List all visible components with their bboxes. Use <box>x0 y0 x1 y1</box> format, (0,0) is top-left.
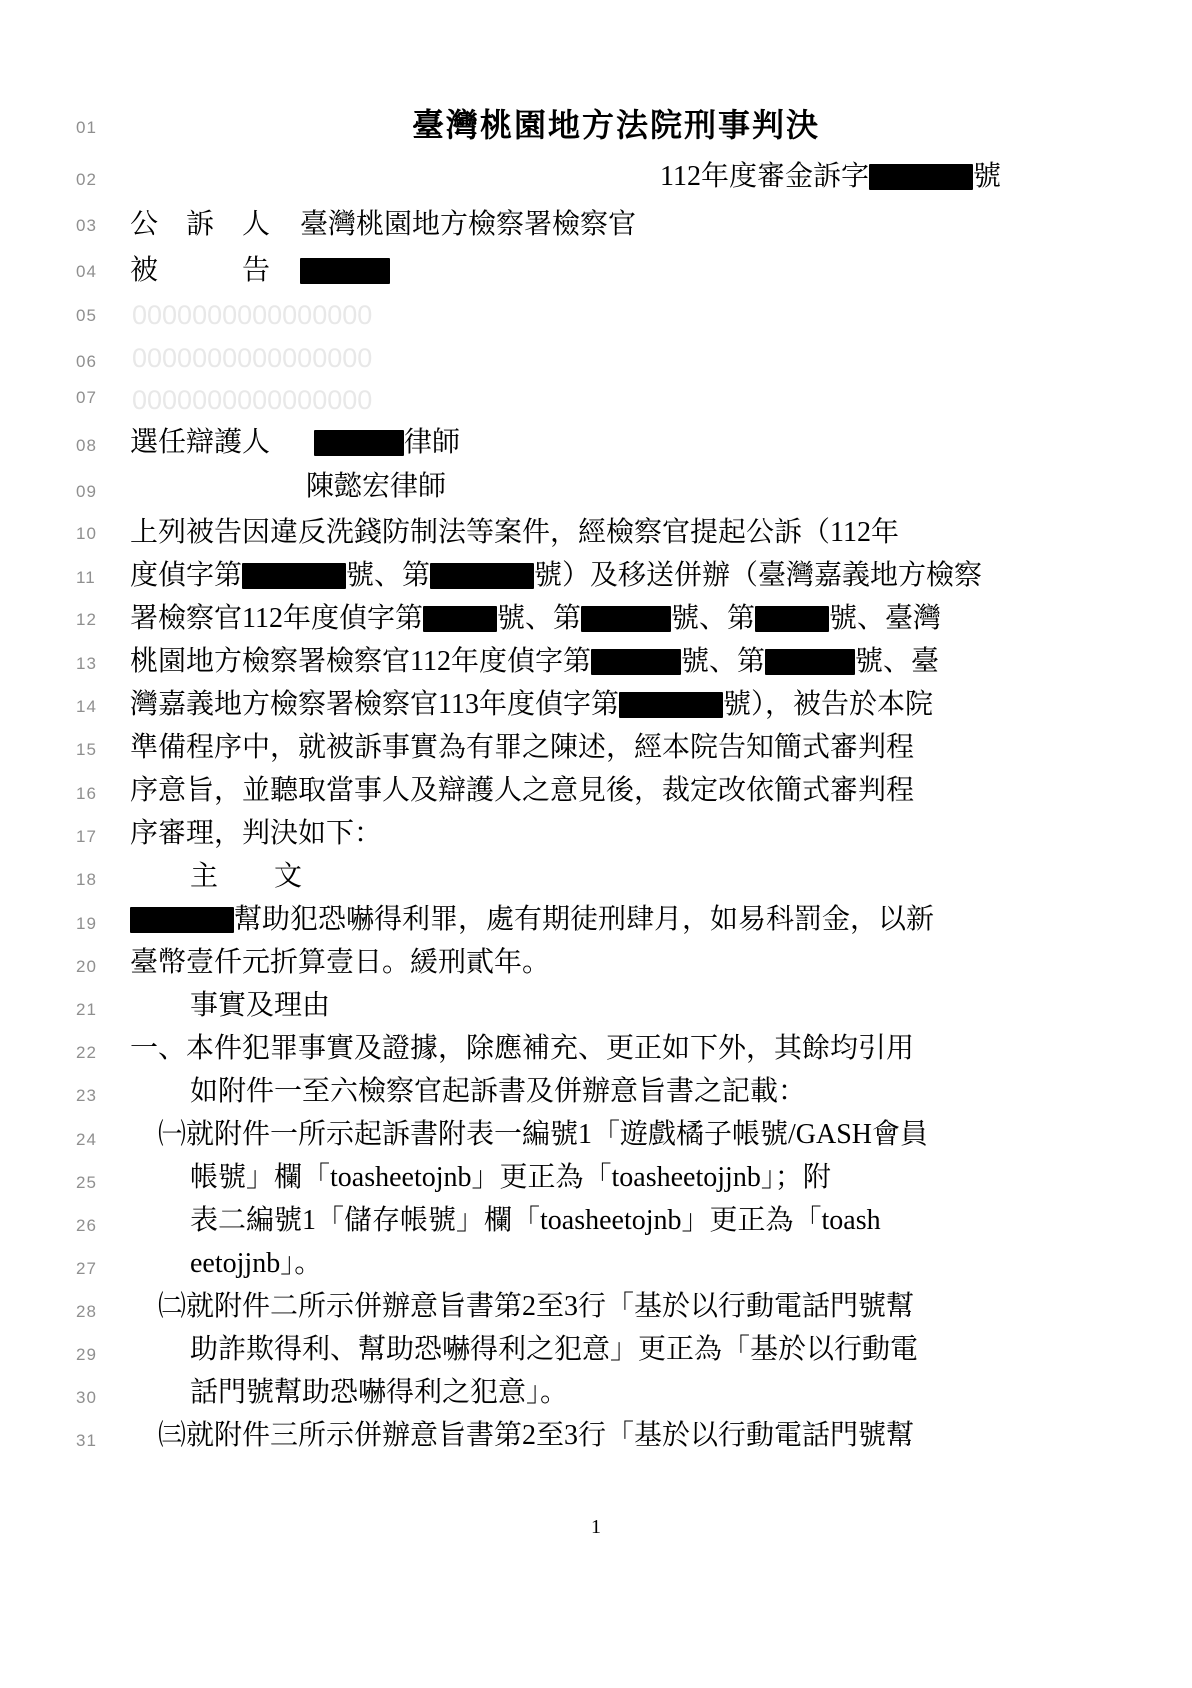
body-text: 號、第 <box>670 603 755 634</box>
body-text: 度偵字第 <box>130 560 243 591</box>
body-line-22 <box>130 1034 980 1064</box>
line-number: 07 <box>76 388 97 407</box>
body-text: 號、第 <box>496 603 581 634</box>
body-line-19 <box>130 905 980 935</box>
body-text: 桃園地方檢察署檢察官112年度偵字第 <box>130 646 591 677</box>
redaction-block <box>765 649 855 675</box>
body-line-23 <box>190 1077 1040 1107</box>
body-text: 序意旨，並聽取當事人及辯護人之意見後，裁定改依簡式審判程 <box>130 775 915 806</box>
party-row-defense-counsel <box>130 428 980 458</box>
page-title <box>0 100 1192 146</box>
line-number: 30 <box>76 1388 97 1407</box>
redaction-block <box>130 907 234 933</box>
line-number: 14 <box>76 697 97 716</box>
body-text: 號、第 <box>680 646 765 677</box>
line-number: 17 <box>76 827 97 846</box>
page-number: 1 <box>591 1516 601 1538</box>
body-text: 幫助犯恐嚇得利罪，處有期徒刑肆月，如易科罰金，以新 <box>234 904 935 935</box>
body-text: 話門號幫助恐嚇得利之犯意」。 <box>190 1377 569 1408</box>
line-number: 05 <box>76 306 97 325</box>
body-line-25 <box>190 1163 1040 1193</box>
line-number: 21 <box>76 1000 97 1019</box>
redaction-block <box>581 606 671 632</box>
body-text: 號、臺 <box>854 646 939 677</box>
redaction-block <box>755 606 829 632</box>
line-number: 19 <box>76 914 97 933</box>
line-number: 12 <box>76 610 97 629</box>
party-label: 公 訴 人 <box>130 209 271 240</box>
party-row-defendant <box>130 256 980 286</box>
body-line-10 <box>130 518 980 548</box>
line-number: 28 <box>76 1302 97 1321</box>
redaction-block <box>591 649 681 675</box>
party-row-defense-counsel-2 <box>306 472 1156 502</box>
line-number: 27 <box>76 1259 97 1278</box>
body-line-26 <box>190 1206 1040 1236</box>
body-text: 如附件一至六檢察官起訴書及併辦意旨書之記載： <box>190 1076 807 1107</box>
body-line-12 <box>130 604 980 634</box>
case-number-suffix: 號 <box>972 161 1001 192</box>
line-number: 24 <box>76 1130 97 1149</box>
body-text: 表二編號1「儲存帳號」欄「toasheetojnb」更正為「toash <box>190 1205 881 1236</box>
party-value: 陳懿宏律師 <box>306 471 447 502</box>
redaction-block <box>242 563 346 589</box>
line-number: 23 <box>76 1086 97 1105</box>
body-line-17 <box>130 819 980 849</box>
line-number: 11 <box>76 568 96 587</box>
body-text: 號、第 <box>346 560 431 591</box>
section-heading: 事實及理由 <box>190 990 331 1021</box>
body-line-15 <box>130 733 980 763</box>
line-number: 02 <box>76 170 97 189</box>
line-number: 15 <box>76 740 97 759</box>
body-line-11 <box>130 560 983 591</box>
redaction-block <box>423 606 497 632</box>
redaction-block <box>300 258 390 284</box>
line-number: 25 <box>76 1173 97 1192</box>
body-line-14 <box>130 690 980 720</box>
body-text: ㈢就附件三所示併辦意旨書第2至3行「基於以行動電話門號幫 <box>158 1420 915 1451</box>
body-text: 署檢察官112年度偵字第 <box>130 603 423 634</box>
body-text: ㈠就附件一所示起訴書附表一編號1「遊戲橘子帳號/GASH會員 <box>158 1119 929 1150</box>
body-text: 號）及移送併辦（臺灣嘉義地方檢察 <box>534 560 983 591</box>
body-text: 一、本件犯罪事實及證據，除應補充、更正如下外，其餘均引用 <box>130 1033 915 1064</box>
line-number: 01 <box>76 118 97 137</box>
redaction-block <box>314 430 404 456</box>
section-heading: 主 文 <box>190 861 303 892</box>
party-label: 被 告 <box>130 255 271 286</box>
faint-placeholder-row: 0000000000000000 <box>132 343 373 373</box>
body-text: 帳號」欄「toasheetojnb」更正為「toasheetojjnb」；附 <box>190 1162 831 1193</box>
line-number: 26 <box>76 1216 97 1235</box>
body-text: ㈡就附件二所示併辦意旨書第2至3行「基於以行動電話門號幫 <box>158 1291 915 1322</box>
line-number: 16 <box>76 784 97 803</box>
line-number: 18 <box>76 870 97 889</box>
faint-placeholder-row: 0000000000000000 <box>132 300 373 330</box>
body-line-20 <box>130 948 980 978</box>
redaction-block <box>619 692 723 718</box>
line-number: 10 <box>76 524 97 543</box>
redaction-block <box>430 563 534 589</box>
page-title-text: 臺灣桃園地方法院刑事判決 <box>411 107 820 143</box>
body-text: 灣嘉義地方檢察署檢察官113年度偵字第 <box>130 689 619 720</box>
body-line-29 <box>190 1335 1040 1365</box>
line-number: 04 <box>76 262 97 281</box>
section-heading-facts-reasons <box>190 991 1040 1021</box>
body-text: 臺幣壹仟元折算壹日。緩刑貳年。 <box>130 947 551 978</box>
line-number: 03 <box>76 216 97 235</box>
line-number: 20 <box>76 957 97 976</box>
party-label: 選任辯護人 <box>130 427 271 458</box>
body-text: 助詐欺得利、幫助恐嚇得利之犯意」更正為「基於以行動電 <box>190 1334 919 1365</box>
body-line-31 <box>158 1421 1008 1451</box>
case-number-line <box>660 162 1192 192</box>
party-value: 律師 <box>404 427 461 458</box>
body-text: 序審理，判決如下： <box>130 818 383 849</box>
line-number: 29 <box>76 1345 97 1364</box>
section-heading-main-text <box>190 862 1040 892</box>
line-number: 13 <box>76 654 97 673</box>
party-value: 臺灣桃園地方檢察署檢察官 <box>300 209 637 240</box>
body-line-28 <box>158 1292 1008 1322</box>
line-number: 22 <box>76 1043 97 1062</box>
party-row-prosecutor <box>130 210 980 240</box>
line-number: 06 <box>76 352 97 371</box>
body-text: 準備程序中，就被訴事實為有罪之陳述，經本院告知簡式審判程 <box>130 732 915 763</box>
body-text: eetojjnb」。 <box>190 1248 323 1279</box>
body-line-27 <box>190 1249 1040 1279</box>
body-line-13 <box>130 647 980 677</box>
body-line-16 <box>130 776 980 806</box>
case-number-prefix: 112年度審金訴字 <box>660 161 869 192</box>
body-text: 上列被告因違反洗錢防制法等案件，經檢察官提起公訴（112年 <box>130 517 899 548</box>
body-line-24 <box>158 1120 1008 1150</box>
line-number: 31 <box>76 1431 97 1450</box>
line-number: 09 <box>76 482 97 501</box>
body-line-30 <box>190 1378 1040 1408</box>
body-text: 號、臺灣 <box>829 603 942 634</box>
redaction-block <box>869 164 973 190</box>
line-number: 08 <box>76 436 97 455</box>
faint-placeholder-row: 0000000000000000 <box>132 385 373 415</box>
body-text: 號），被告於本院 <box>722 689 933 720</box>
